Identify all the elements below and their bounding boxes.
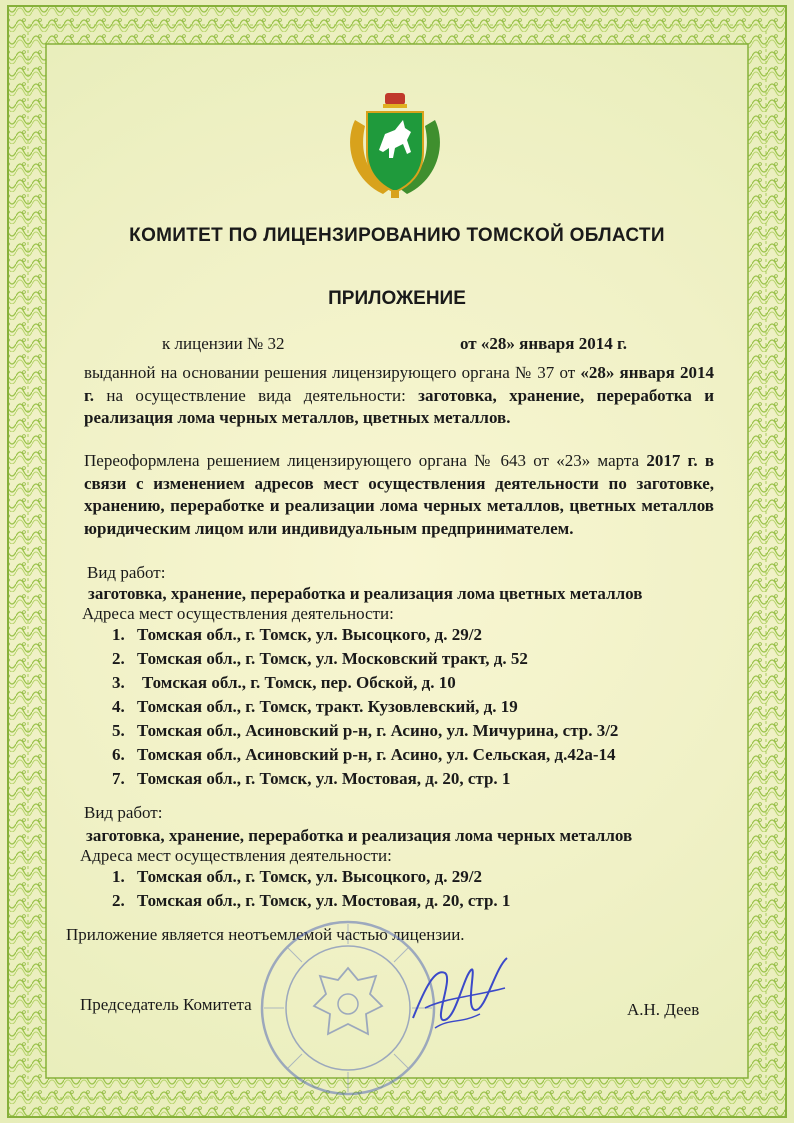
work-type-label: Вид работ: (84, 803, 163, 822)
list-item: 2. Томская обл., г. Томск, ул. Мостовая, д. 20, стр. 1 (112, 891, 511, 910)
addresses-label: Адреса мест осуществления деятельности: (82, 604, 394, 623)
license-date: от «28» января 2014 г. (460, 334, 628, 353)
list-item: 1. Томская обл., г. Томск, ул. Высоцкого, д. 29/2 (112, 867, 482, 886)
list-item: 1. Томская обл., г. Томск, ул. Высоцкого, д. 29/2 (112, 625, 482, 644)
chair-name: А.Н. Деев (627, 1000, 700, 1019)
address-list (112, 865, 732, 913)
appendix-note: Приложение является неотъемлемой частью лицензии. (66, 925, 465, 944)
work-type-activity: заготовка, хранение, переработка и реализация лома черных металлов (86, 826, 633, 845)
reissued-paragraph (84, 450, 714, 540)
reissued-reason: 2017 г. в связи с изменением адресов мест осуществления деятельности по заготовке, хранению, переработке и реализации лома черных металлов, цветных металлов юридическим лицом или индивидуальным предпринимателем. (84, 451, 715, 538)
work-type-label: Вид работ: (87, 563, 166, 582)
list-item: 2. Томская обл., г. Томск, ул. Московский тракт, д. 52 (112, 649, 528, 668)
tomsk-coat-of-arms-icon (345, 90, 445, 202)
list-item: 3. Томская обл., г. Томск, пер. Обской, д. 10 (112, 673, 456, 692)
work-type-activity: заготовка, хранение, переработка и реализация лома цветных металлов (88, 584, 643, 603)
chair-label: Председатель Комитета (80, 995, 252, 1014)
issued-paragraph (84, 362, 714, 430)
list-item: 4. Томская обл., г. Томск, тракт. Кузовлевский, д. 19 (112, 697, 518, 716)
issued-text: выданной на основании решения лицензирующего органа № 37 от (84, 363, 581, 382)
issued-activity: заготовка, хранение, переработка и реализация лома черных металлов, цветных металлов. (84, 385, 714, 427)
address-list (112, 623, 732, 791)
signature-icon (405, 948, 515, 1038)
issued-text-mid: на осуществление вида деятельности: (94, 385, 419, 405)
committee-title: КОМИТЕТ ПО ЛИЦЕНЗИРОВАНИЮ ТОМСКОЙ ОБЛАСТИ (129, 225, 665, 246)
list-item: 5. Томская обл., Асиновский р-н, г. Асино, ул. Мичурина, стр. 3/2 (112, 721, 619, 740)
issued-date: «28» января 2014 г. (84, 363, 714, 405)
license-number: к лицензии № 32 (162, 334, 285, 353)
list-item: 6. Томская обл., Асиновский р-н, г. Асино, ул. Сельская, д.42а-14 (112, 745, 616, 764)
reissued-text: Переоформлена решением лицензирующего органа № 643 от «23» марта (84, 451, 647, 470)
list-item: 7. Томская обл., г. Томск, ул. Мостовая, д. 20, стр. 1 (112, 769, 511, 788)
document-title: ПРИЛОЖЕНИЕ (328, 288, 466, 309)
addresses-label: Адреса мест осуществления деятельности: (80, 846, 392, 865)
